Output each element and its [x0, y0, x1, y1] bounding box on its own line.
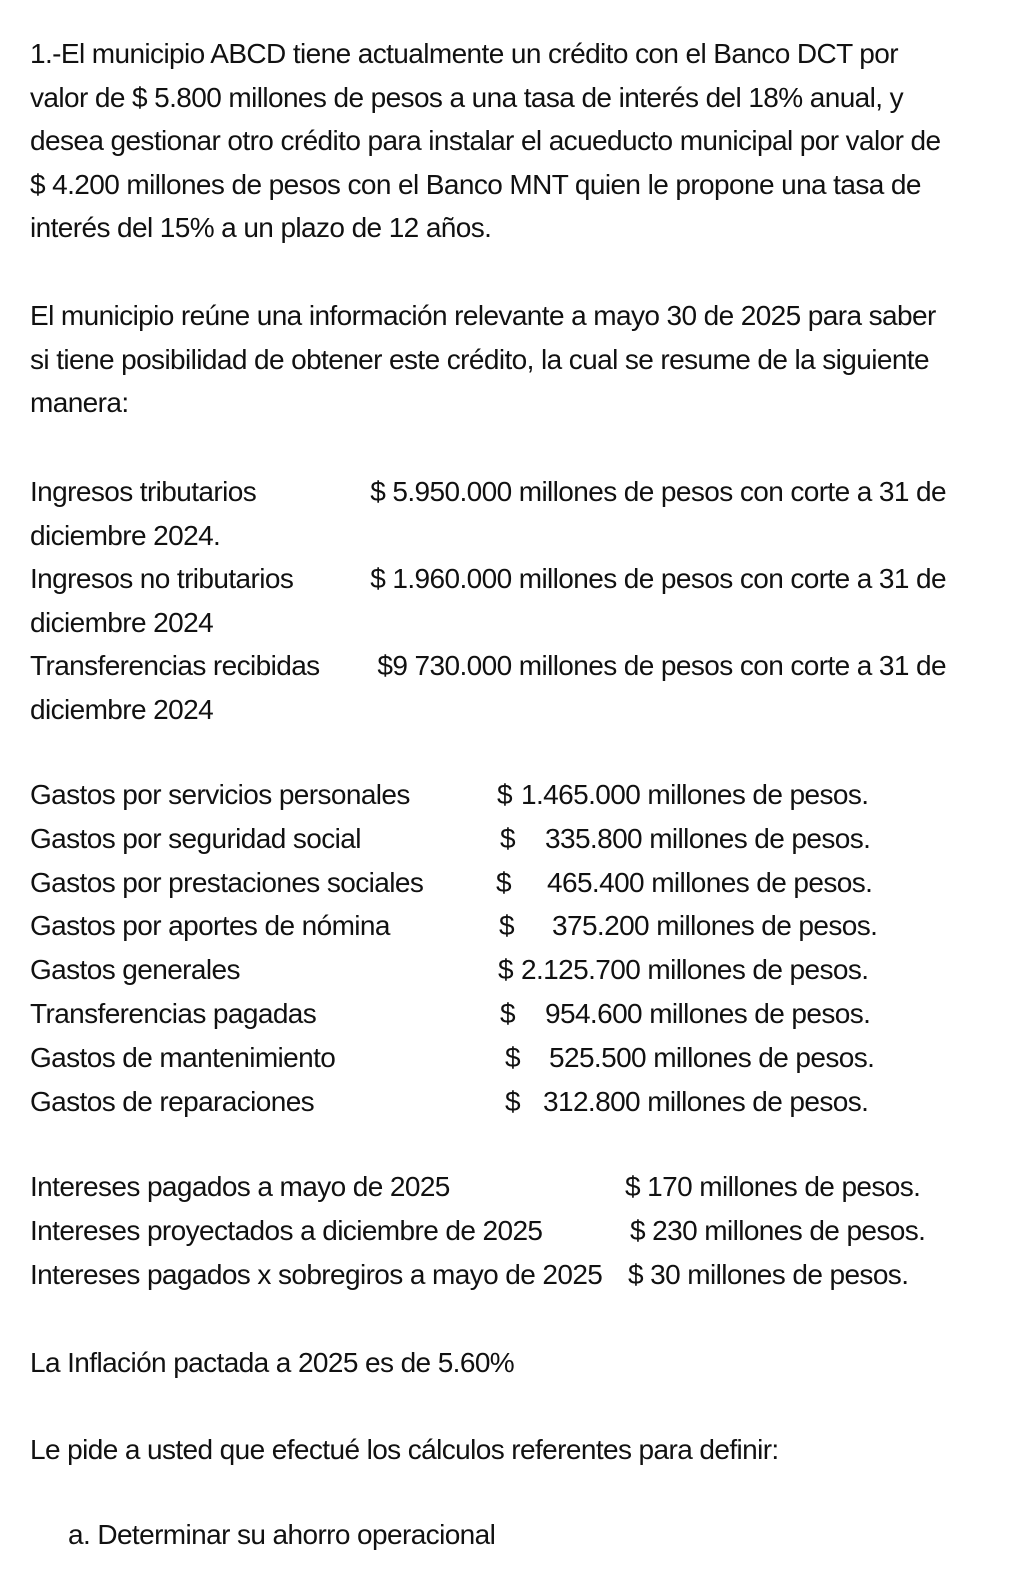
info-paragraph — [30, 294, 946, 425]
expense-label: Gastos por servicios personales — [30, 779, 410, 810]
income-label: Transferencias recibidas — [30, 650, 320, 681]
expense-currency: $ — [499, 910, 514, 942]
interest-label: Intereses pagados a mayo de 2025 — [30, 1171, 450, 1202]
intro-line: $ 4.200 millones de pesos con el Banco MNT quien le propone una tasa de — [30, 168, 921, 200]
expense-label: Gastos generales — [30, 954, 240, 986]
expense-currency: $ — [505, 1085, 520, 1117]
info-line: El municipio reúne una información relevante a mayo 30 de 2025 para saber — [30, 300, 936, 331]
interest-label: Intereses pagados x sobregiros a mayo de 2025 — [30, 1258, 603, 1290]
expense-label: Transferencias pagadas — [30, 997, 317, 1029]
income-row — [30, 470, 946, 514]
info-line: si tiene posibilidad de obtener este crédito, la cual se resume de la siguiente — [30, 343, 929, 375]
expense-label: Gastos de mantenimiento — [30, 1041, 336, 1073]
interest-label: Intereses proyectados a diciembre de 2025 — [30, 1214, 543, 1246]
expense-label: Gastos por aportes de nómina — [30, 910, 390, 942]
intro-line: desea gestionar otro crédito para instalar el acueducto municipal por valor de — [30, 125, 941, 156]
expense-label: Gastos por prestaciones sociales — [30, 866, 424, 898]
expense-amount: 2.125.700 millones de pesos. — [521, 954, 869, 986]
expense-currency: $ — [496, 866, 511, 898]
expense-currency: $ — [497, 779, 512, 810]
expense-amount: 375.200 millones de pesos. — [552, 910, 878, 942]
interest-amount: $ 170 millones de pesos. — [625, 1171, 921, 1202]
expense-currency: $ — [500, 822, 515, 854]
income-continuation: diciembre 2024. — [30, 519, 221, 551]
income-value: $9 730.000 millones de pesos con corte a 31 de — [377, 650, 946, 681]
request-text: Le pide a usted que efectué los cálculos referentes para definir: — [30, 1434, 779, 1465]
income-continuation: diciembre 2024 — [30, 606, 214, 638]
task-list — [68, 1513, 495, 1557]
expense-currency: $ — [500, 997, 515, 1029]
expense-label: Gastos de reparaciones — [30, 1085, 315, 1117]
expense-amount: 1.465.000 millones de pesos. — [521, 779, 869, 810]
interest-amount: $ 230 millones de pesos. — [630, 1214, 926, 1246]
income-continuation: diciembre 2024 — [30, 693, 214, 725]
income-row — [30, 644, 946, 688]
income-label: Ingresos tributarios — [30, 476, 257, 507]
expense-amount: 312.800 millones de pesos. — [543, 1085, 869, 1117]
inflation-text: La Inflación pactada a 2025 es de 5.60% — [30, 1347, 515, 1378]
intro-line: interés del 15% a un plazo de 12 años. — [30, 212, 492, 243]
intro-line: valor de $ 5.800 millones de pesos a una tasa de interés del 18% anual, y — [30, 81, 904, 113]
income-row — [30, 557, 946, 601]
intro-line: 1.-El municipio ABCD tiene actualmente un crédito con el Banco DCT por — [30, 38, 898, 69]
income-value: $ 1.960.000 millones de pesos con corte a 31 de — [370, 563, 946, 594]
expense-amount: 335.800 millones de pesos. — [545, 822, 871, 854]
expense-amount: 525.500 millones de pesos. — [549, 1041, 875, 1073]
expense-currency: $ — [505, 1041, 520, 1073]
expense-currency: $ — [498, 954, 513, 986]
income-block — [30, 470, 946, 731]
info-line: manera: — [30, 387, 129, 418]
income-value: $ 5.950.000 millones de pesos con corte a 31 de — [370, 476, 946, 507]
intro-paragraph — [30, 32, 946, 250]
expense-amount: 465.400 millones de pesos. — [547, 866, 873, 898]
income-label: Ingresos no tributarios — [30, 563, 294, 594]
expense-amount: 954.600 millones de pesos. — [545, 997, 871, 1029]
interest-amount: $ 30 millones de pesos. — [628, 1258, 909, 1290]
task-item: a. Determinar su ahorro operacional — [68, 1519, 496, 1550]
expense-label: Gastos por seguridad social — [30, 822, 361, 854]
